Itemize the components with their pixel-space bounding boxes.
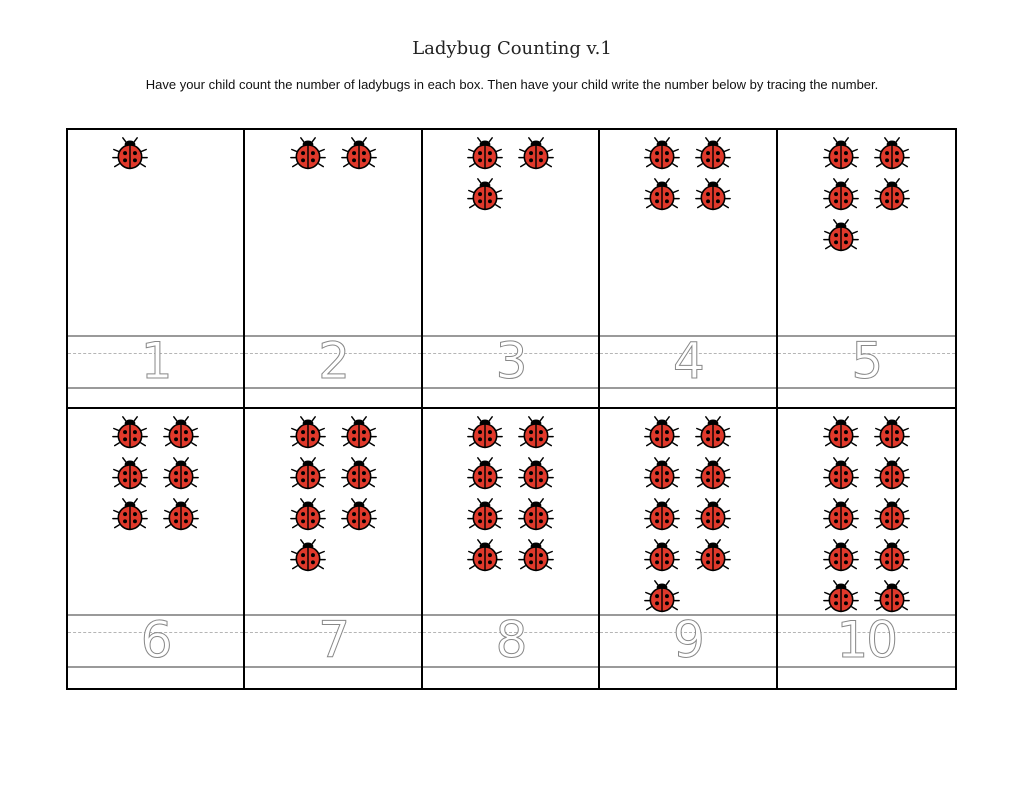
counting-box xyxy=(245,130,422,409)
ladybug-icon xyxy=(644,415,680,451)
ladybug-group xyxy=(68,415,243,533)
ladybug-icon xyxy=(163,497,199,533)
ladybug-icon xyxy=(695,136,731,172)
tracing-area[interactable] xyxy=(778,611,955,670)
trace-number: 2 xyxy=(318,332,348,390)
ladybug-icon xyxy=(823,136,859,172)
instructions: Have your child count the number of ladybugs in each box. Then have your child write the number below by tracing the number. xyxy=(145,77,879,92)
ladybug-icon xyxy=(467,538,503,574)
ladybug-icon xyxy=(518,415,554,451)
ladybug-icon xyxy=(467,497,503,533)
counting-box xyxy=(245,409,422,688)
ladybug-icon xyxy=(874,177,910,213)
tracing-area[interactable] xyxy=(600,611,775,670)
tracing-area[interactable] xyxy=(600,332,775,391)
ladybug-group xyxy=(778,136,955,254)
ladybug-icon xyxy=(341,415,377,451)
ladybug-icon xyxy=(518,456,554,492)
tracing-area[interactable] xyxy=(778,332,955,391)
ladybug-icon xyxy=(823,177,859,213)
ladybug-icon xyxy=(112,497,148,533)
ladybug-icon xyxy=(163,456,199,492)
trace-number: 4 xyxy=(672,332,703,390)
counting-box xyxy=(68,409,245,688)
ladybug-group xyxy=(600,415,775,615)
ladybug-icon xyxy=(874,136,910,172)
tracing-area[interactable] xyxy=(68,611,243,670)
ladybug-icon xyxy=(644,136,680,172)
ladybug-icon xyxy=(290,497,326,533)
ladybug-icon xyxy=(112,136,148,172)
counting-box xyxy=(778,409,955,688)
ladybug-icon xyxy=(695,497,731,533)
ladybug-icon xyxy=(467,456,503,492)
ladybug-icon xyxy=(695,177,731,213)
ladybug-icon xyxy=(112,456,148,492)
counting-box xyxy=(423,130,600,409)
ladybug-icon xyxy=(823,497,859,533)
ladybug-icon xyxy=(874,579,910,615)
counting-box xyxy=(600,130,777,409)
ladybug-icon xyxy=(341,136,377,172)
page-title: Ladybug Counting v.1 xyxy=(412,38,612,59)
ladybug-icon xyxy=(341,497,377,533)
trace-number: 10 xyxy=(836,611,897,669)
ladybug-icon xyxy=(874,538,910,574)
tracing-area[interactable] xyxy=(245,332,420,391)
ladybug-icon xyxy=(341,456,377,492)
ladybug-icon xyxy=(695,415,731,451)
ladybug-icon xyxy=(518,538,554,574)
ladybug-icon xyxy=(823,456,859,492)
ladybug-icon xyxy=(290,415,326,451)
ladybug-icon xyxy=(290,538,326,574)
tracing-area[interactable] xyxy=(245,611,420,670)
ladybug-icon xyxy=(644,579,680,615)
tracing-area[interactable] xyxy=(68,332,243,391)
ladybug-group xyxy=(245,415,420,574)
ladybug-icon xyxy=(644,456,680,492)
ladybug-icon xyxy=(467,415,503,451)
counting-box xyxy=(778,130,955,409)
ladybug-icon xyxy=(467,177,503,213)
ladybug-icon xyxy=(112,415,148,451)
ladybug-icon xyxy=(518,136,554,172)
ladybug-icon xyxy=(823,579,859,615)
ladybug-icon xyxy=(290,456,326,492)
ladybug-icon xyxy=(823,218,859,254)
ladybug-group xyxy=(245,136,420,172)
ladybug-group xyxy=(423,136,598,213)
tracing-area[interactable] xyxy=(423,332,598,391)
ladybug-group xyxy=(423,415,598,574)
trace-number: 7 xyxy=(318,611,348,669)
ladybug-icon xyxy=(644,497,680,533)
trace-number: 5 xyxy=(851,332,882,390)
ladybug-icon xyxy=(290,136,326,172)
trace-number: 6 xyxy=(140,611,171,669)
ladybug-icon xyxy=(467,136,503,172)
trace-number: 8 xyxy=(495,611,526,669)
counting-box xyxy=(423,409,600,688)
ladybug-icon xyxy=(695,456,731,492)
ladybug-icon xyxy=(518,497,554,533)
trace-number: 3 xyxy=(495,332,526,390)
ladybug-icon xyxy=(695,538,731,574)
ladybug-icon xyxy=(644,538,680,574)
counting-box xyxy=(68,130,245,409)
counting-box xyxy=(600,409,777,688)
ladybug-group xyxy=(778,415,955,615)
ladybug-icon xyxy=(874,415,910,451)
counting-grid xyxy=(66,128,957,690)
ladybug-group xyxy=(600,136,775,213)
ladybug-icon xyxy=(874,497,910,533)
ladybug-group xyxy=(42,136,217,172)
ladybug-icon xyxy=(823,538,859,574)
ladybug-icon xyxy=(823,415,859,451)
trace-number: 9 xyxy=(672,611,703,669)
trace-number: 1 xyxy=(140,332,171,390)
ladybug-icon xyxy=(874,456,910,492)
ladybug-icon xyxy=(163,415,199,451)
tracing-area[interactable] xyxy=(423,611,598,670)
ladybug-icon xyxy=(644,177,680,213)
